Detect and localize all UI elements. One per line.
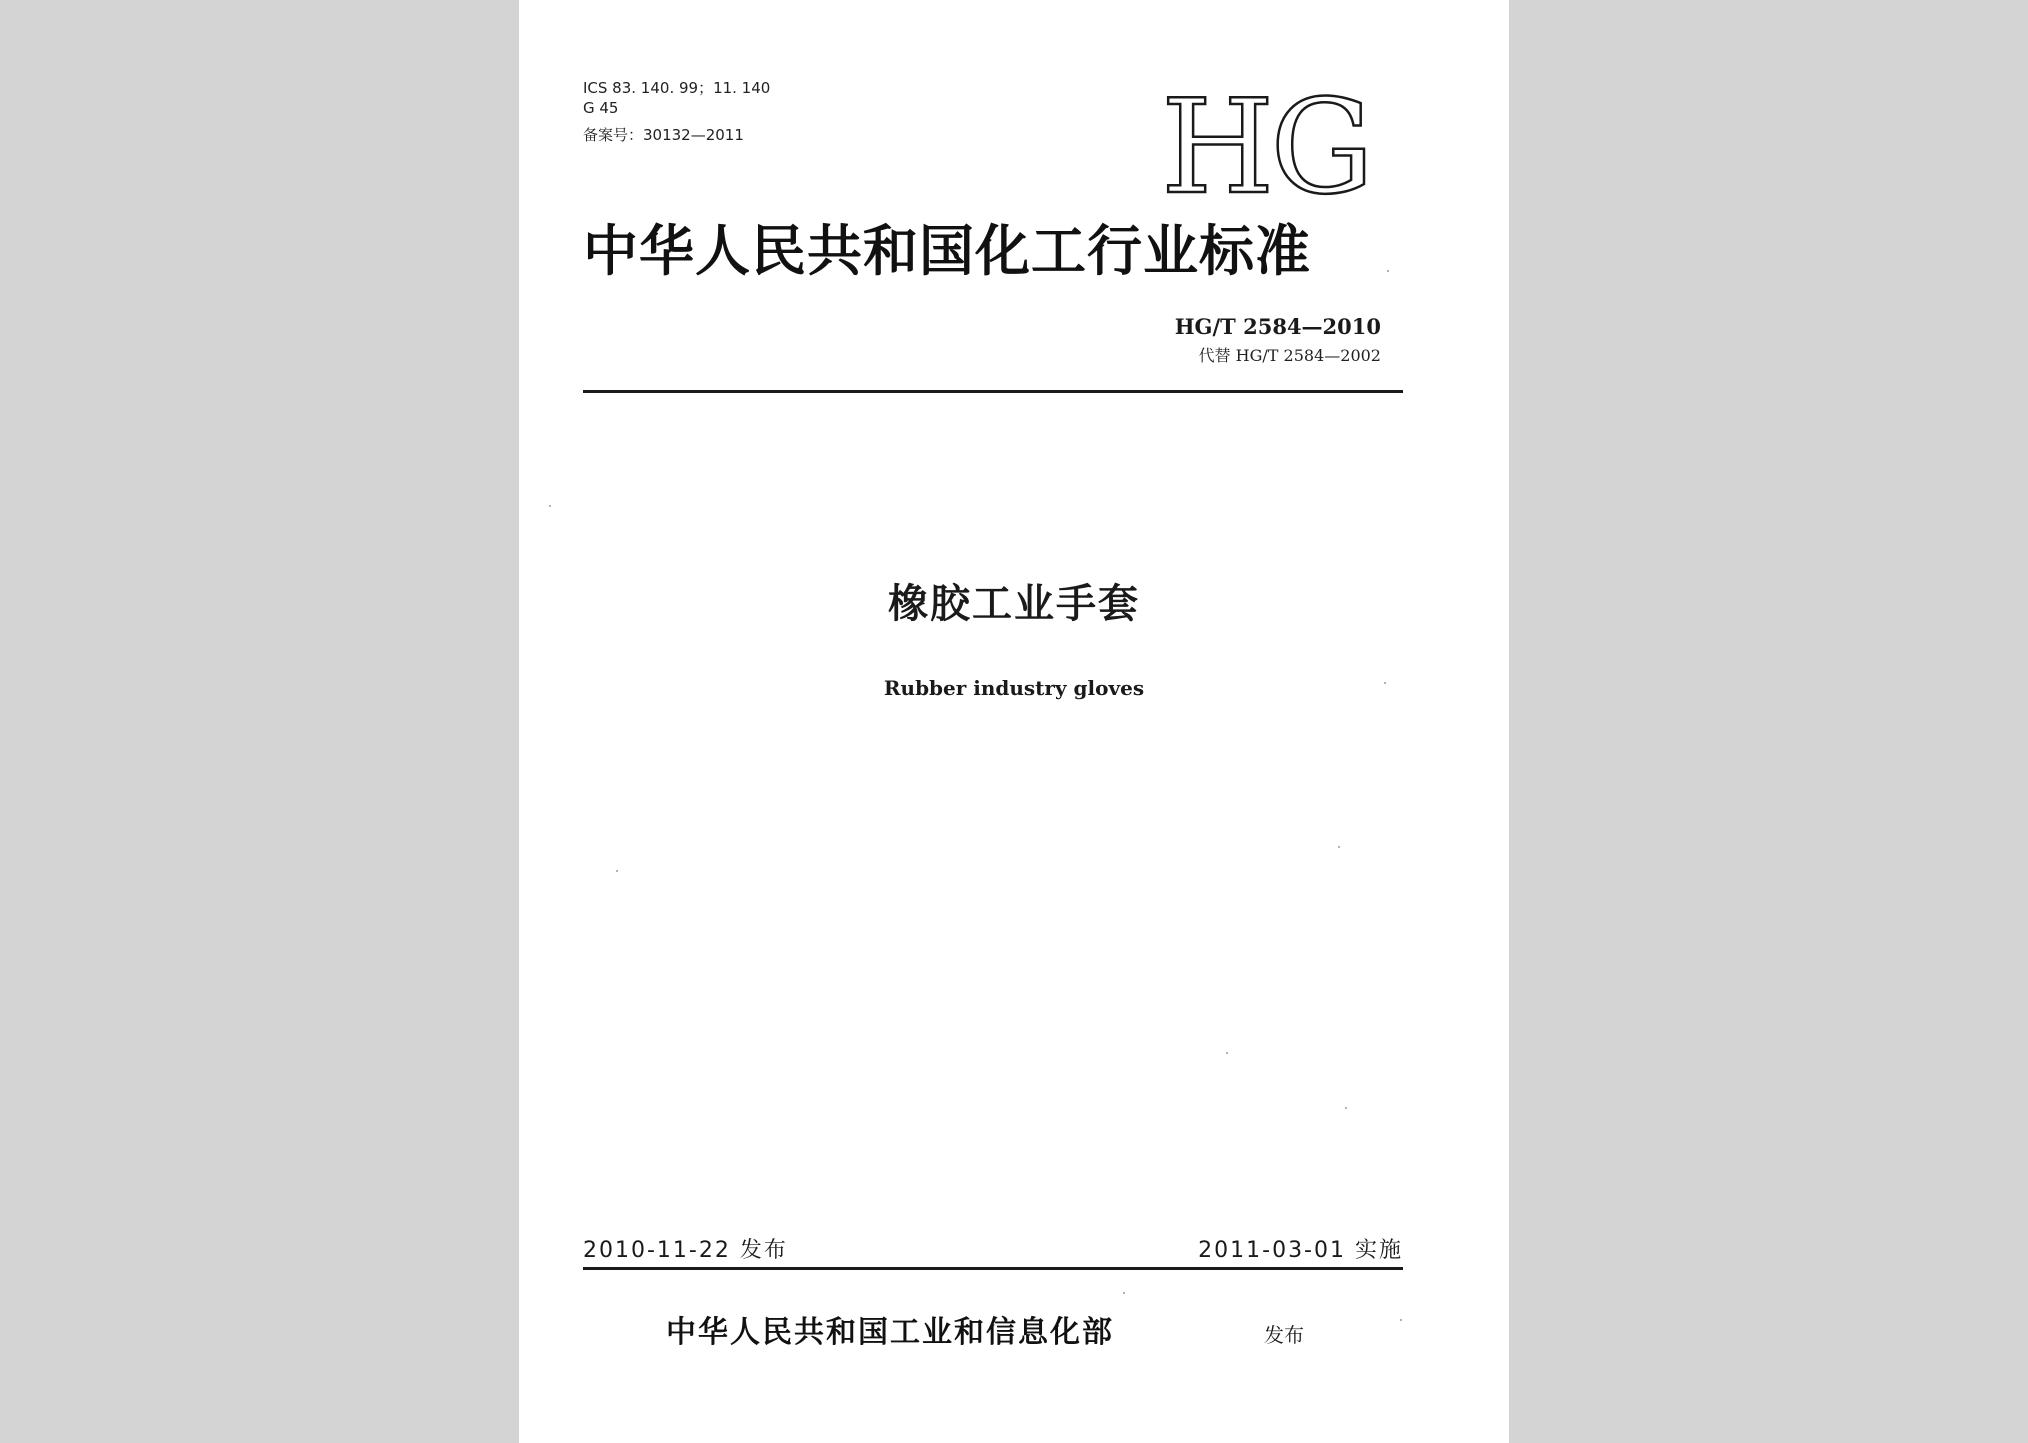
document-title-cn: 橡胶工业手套 [888,581,1140,627]
scan-speck [549,505,551,507]
scan-speck [1226,1052,1228,1054]
standard-title: 中华人民共和国化工行业标准 [583,218,1312,283]
hg-logo: HG [1161,71,1371,223]
header-divider [583,390,1403,393]
ics-code: ICS 83. 140. 99；11. 140 [583,79,771,97]
publish-label: 发布 [1264,1323,1304,1347]
scan-speck [1345,1107,1347,1109]
scan-speck [1338,846,1340,848]
replaces-code: 代替 HG/T 2584—2002 [1198,346,1381,365]
document-title-en: Rubber industry gloves [883,676,1145,700]
document-page [519,0,1509,1443]
issue-date: 2010-11-22 发布 [583,1238,788,1263]
standard-code: HG/T 2584—2010 [1174,314,1381,339]
record-number: 备案号：30132—2011 [583,126,744,144]
scan-speck [1384,682,1386,684]
publisher-name: 中华人民共和国工业和信息化部 [666,1315,1114,1350]
scan-speck [1123,1292,1125,1294]
effective-date: 2011-03-01 实施 [1198,1238,1403,1263]
scan-speck [1400,1319,1402,1321]
ccs-code: G 45 [583,99,619,117]
scan-speck [1387,270,1389,272]
footer-divider [583,1267,1403,1270]
scan-speck [616,870,618,872]
